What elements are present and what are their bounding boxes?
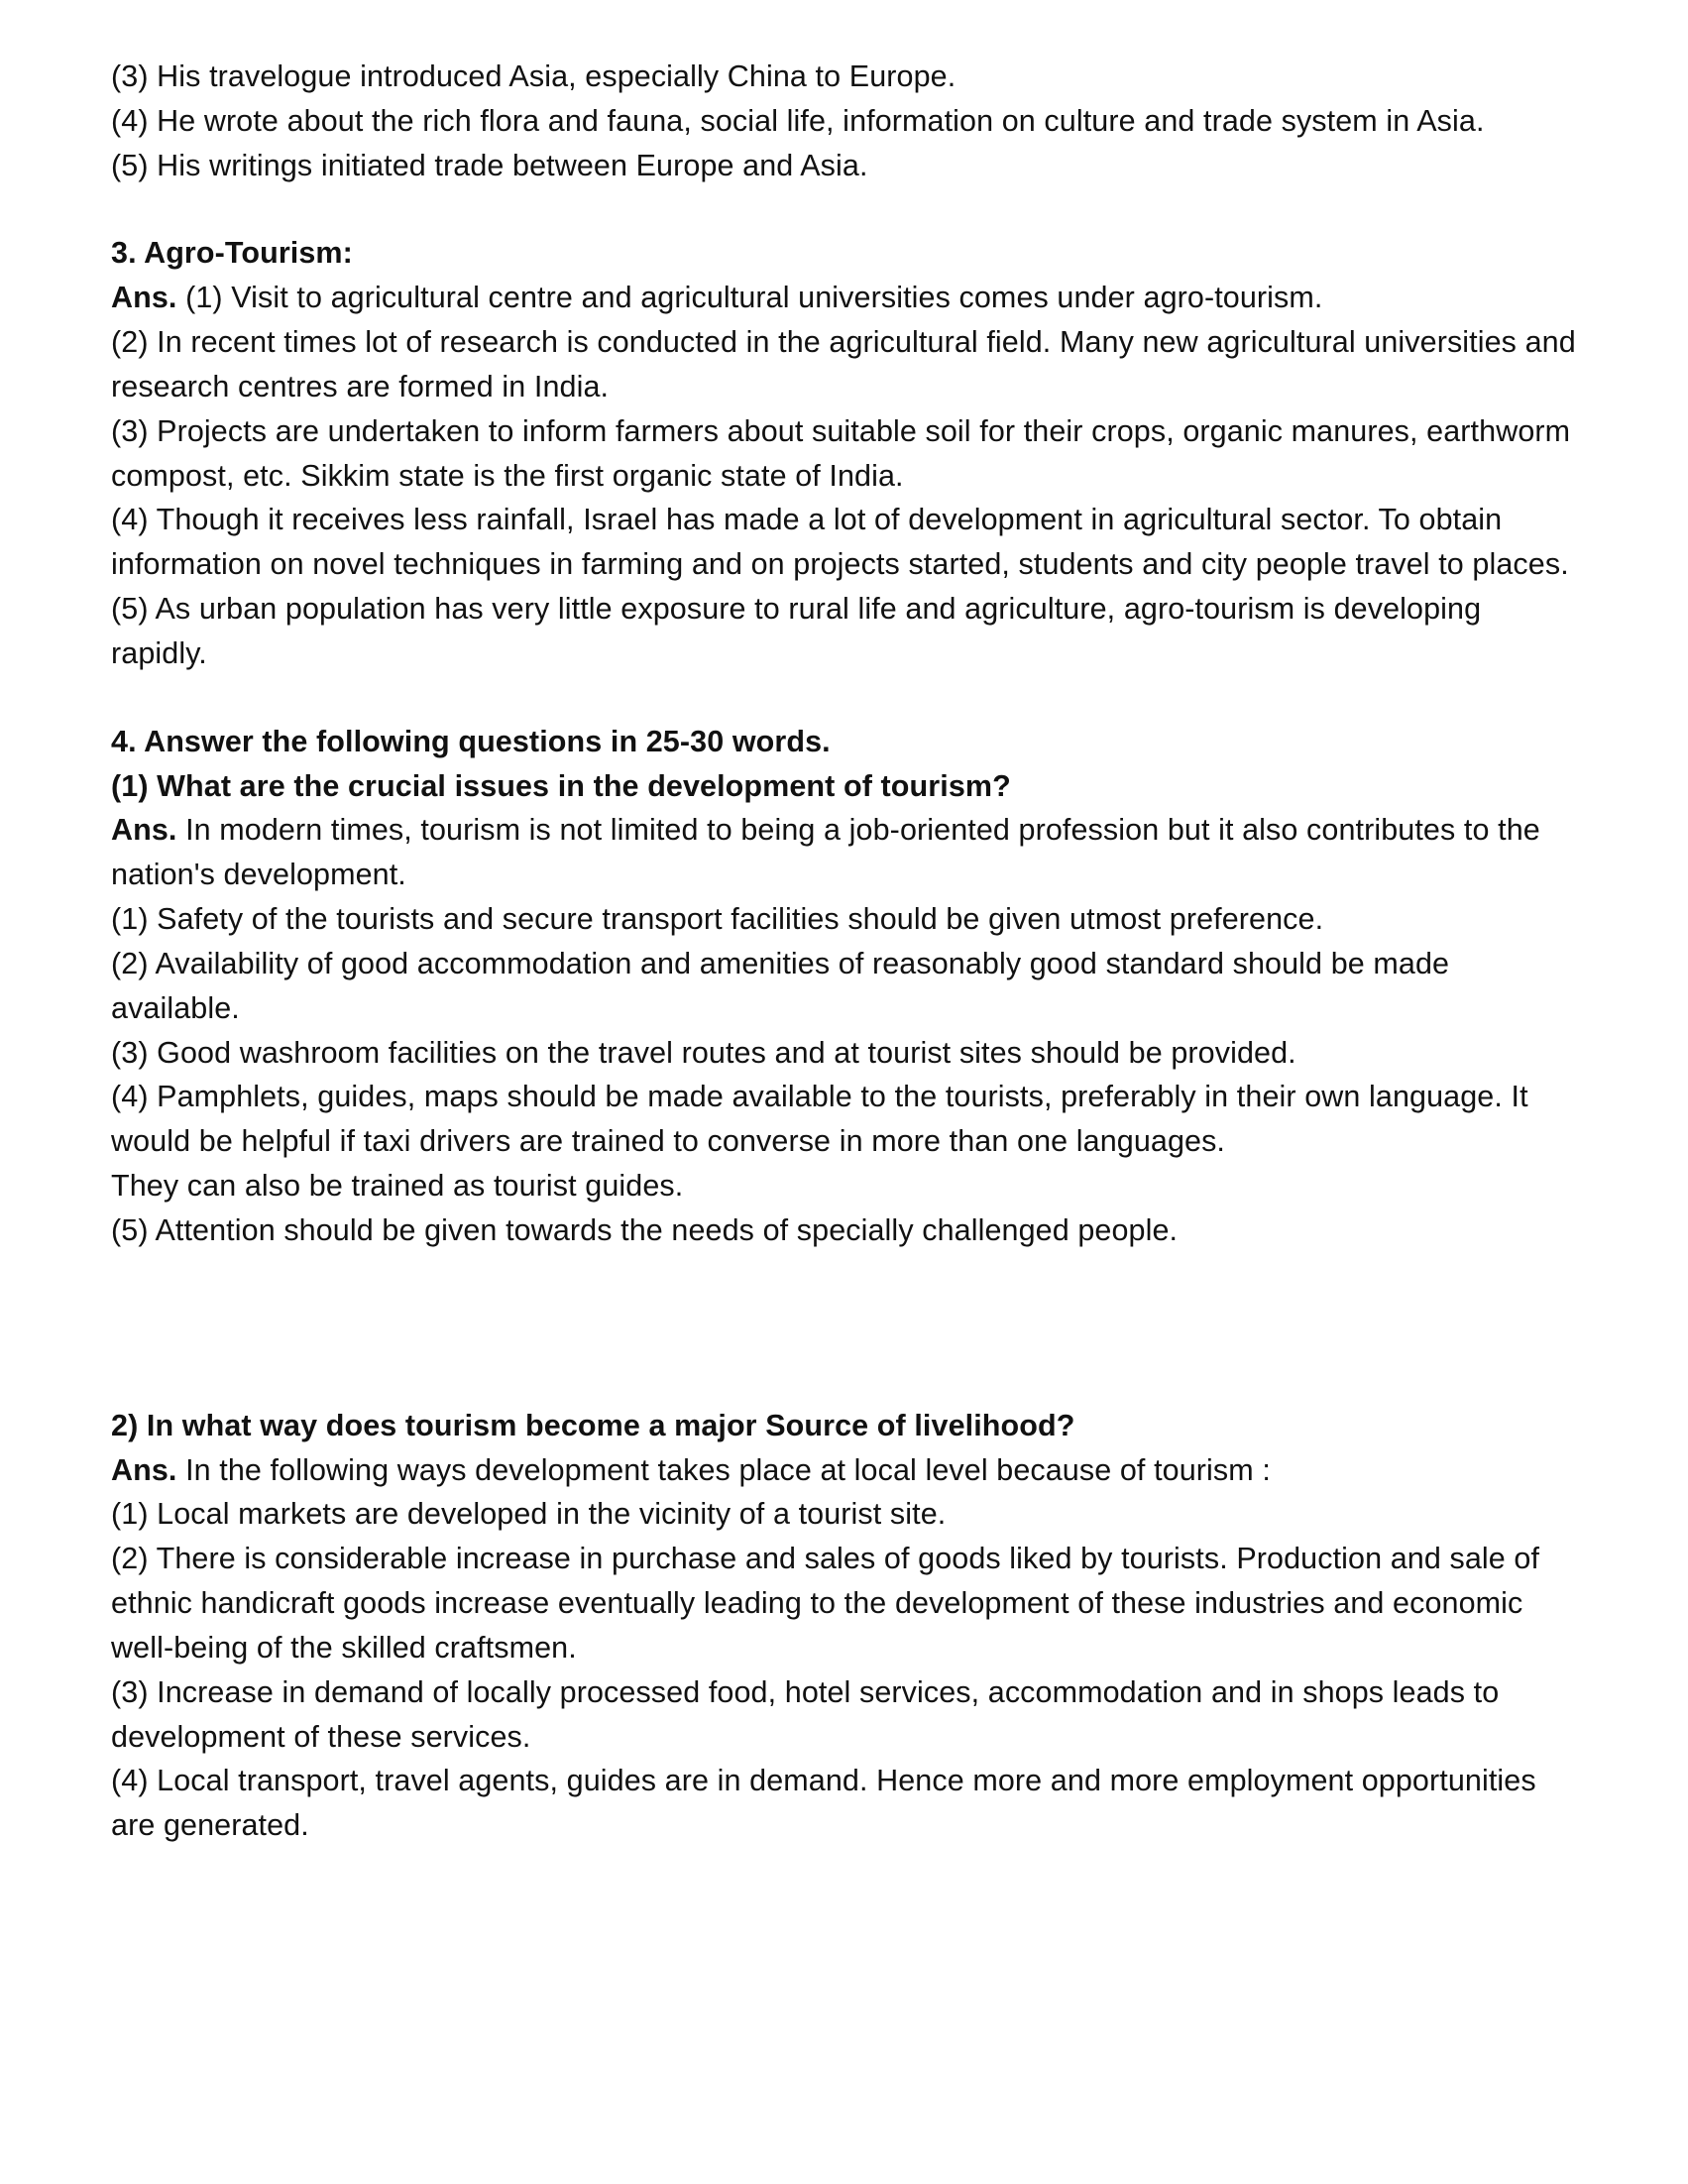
agro-tourism-point-2: (2) In recent times lot of research is conducted in the agricultural field. Many new agricultural universities and research centres are formed in India. [111, 325, 1576, 403]
agro-tourism-point-5: (5) As urban population has very little exposure to rural life and agriculture, agro-tourism is developing rapidly. [111, 592, 1482, 670]
document-body [111, 55, 1579, 1848]
spacer [111, 1253, 1579, 1404]
section-heading-agro-tourism: 3. Agro-Tourism: [111, 236, 353, 271]
question-1-point-5: (5) Attention should be given towards the needs of specially challenged people. [111, 1212, 1179, 1247]
question-2-point-1: (1) Local markets are developed in the vicinity of a tourist site. [111, 1497, 947, 1532]
answer-label: Ans. [111, 1452, 177, 1487]
spacer [111, 676, 1579, 720]
question-2-point-2: (2) There is considerable increase in purchase and sales of goods liked by tourists. Production and sale of ethnic handicraft goods increase eventually leading to the development of these industries and economic well-being of the skilled craftsmen. [111, 1542, 1540, 1665]
answer-label: Ans. [111, 281, 177, 315]
question-1-point-3: (3) Good washroom facilities on the travel routes and at tourist sites should be provided. [111, 1035, 1296, 1070]
question-1-text: (1) What are the crucial issues in the development of tourism? [111, 768, 1011, 803]
answer-text: In the following ways development takes place at local level because of tourism : [176, 1452, 1271, 1487]
question-2-text: 2) In what way does tourism become a major Source of livelihood? [111, 1408, 1075, 1442]
question-1-answer [111, 808, 1579, 897]
question-2-point-3: (3) Increase in demand of locally processed food, hotel services, accommodation and in shops leads to development of these services. [111, 1674, 1500, 1754]
question-2-answer [111, 1448, 1579, 1493]
question-2-point-4: (4) Local transport, travel agents, guides are in demand. Hence more and more employment opportunities are generated. [111, 1764, 1536, 1843]
intro-point-4: (4) He wrote about the rich flora and fauna, social life, information on culture and trade system in Asia. [111, 103, 1485, 138]
question-1-point-4: (4) Pamphlets, guides, maps should be made available to the tourists, preferably in their own language. It would be helpful if taxi drivers are trained to converse in more than one languages. [111, 1080, 1528, 1159]
intro-point-3: (3) His travelogue introduced Asia, especially China to Europe. [111, 59, 957, 93]
question-1-point-2: (2) Availability of good accommodation and amenities of reasonably good standard should be made available. [111, 946, 1450, 1025]
spacer [111, 187, 1579, 231]
agro-tourism-point-3: (3) Projects are undertaken to inform farmers about suitable soil for their crops, organic manures, earthworm compost, etc. Sikkim state is the first organic state of India. [111, 413, 1571, 493]
agro-tourism-point-4: (4) Though it receives less rainfall, Israel has made a lot of development in agricultural sector. To obtain information on novel techniques in farming and on projects started, students and city people travel to places. [111, 503, 1569, 582]
question-1-point-1: (1) Safety of the tourists and secure transport facilities should be given utmost preference. [111, 902, 1324, 937]
question-1-point-extra: They can also be trained as tourist guides. [111, 1169, 684, 1204]
intro-point-5: (5) His writings initiated trade between Europe and Asia. [111, 148, 868, 182]
answer-text: In modern times, tourism is not limited to being a job-oriented profession but it also contributes to the nation's development. [111, 813, 1540, 892]
answer-text: (1) Visit to agricultural centre and agricultural universities comes under agro-tourism. [176, 281, 1323, 315]
answer-label: Ans. [111, 813, 177, 848]
agro-tourism-answer [111, 276, 1579, 320]
question-block-heading: 4. Answer the following questions in 25-30 words. [111, 724, 831, 758]
